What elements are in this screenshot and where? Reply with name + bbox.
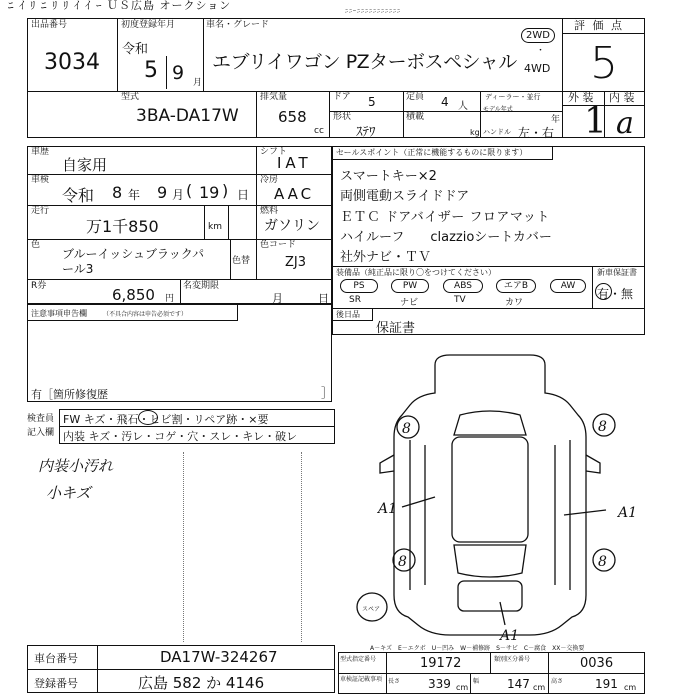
approval-label: 型式指定番号 (340, 656, 377, 663)
repair-bracket: ］ (321, 386, 334, 400)
body-type-value: ｽﾃﾜ (356, 125, 376, 140)
equip-aw: AW (550, 279, 586, 293)
equip-abs: ABS (443, 279, 483, 293)
load-unit: kg (470, 128, 480, 137)
length-value: 339 (428, 677, 451, 691)
first-reg-label: 初度登録年月 (121, 20, 176, 30)
notes-sublabel: （不具合内容は申告必須です） (103, 311, 188, 318)
shift-label: シフト (260, 147, 288, 157)
inspection-era: 令和 (62, 186, 95, 205)
length-unit: cm (456, 683, 469, 692)
warranty-label: 新車保証書 (597, 268, 637, 277)
handwritten-note-1: 内装小汚れ (38, 457, 114, 475)
displacement-unit: cc (314, 126, 324, 136)
drive-sep: ・ (536, 46, 546, 56)
score-interior: a (616, 106, 634, 141)
equip-pw: PW (391, 279, 429, 293)
handle-label: ハンドル (483, 128, 511, 136)
height-unit: cm (624, 683, 637, 692)
drive-4wd: 4WD (524, 62, 551, 75)
header-top-text: ﾆ ｲ ﾘ ﾆ ﾘ ﾘ ｲ ｲ ｰ ＵＳ広島 オークション (8, 0, 232, 12)
inspector-line-1: FW キズ・飛石・ヒビ割・リペア跡・×要 (63, 413, 269, 426)
doors-value: 5 (368, 95, 376, 109)
transfer-day-unit: 日 (318, 292, 329, 305)
model-year-unit: 年 (551, 115, 561, 125)
transfer-label: 名変期限 (183, 281, 220, 291)
handle-value: 左・右 (518, 126, 555, 140)
capacity-label: 定員 (406, 92, 425, 102)
ac-value: AAC (274, 185, 315, 203)
length-label: 長さ (388, 678, 401, 685)
shift-value: IAT (277, 154, 312, 172)
width-value: 147 (507, 677, 530, 691)
recycle-unit: 円 (165, 294, 175, 304)
registration-value: 広島 582 か 4146 (138, 674, 265, 692)
model-label: 型式 (121, 92, 140, 102)
sales-point-5: 社外ナビ・ＴＶ (340, 250, 432, 265)
inspection-day-unit: 日 (237, 188, 250, 202)
color-line1: ブルーイッシュブラックパ (62, 247, 205, 261)
fuel-value: ガソリン (264, 218, 320, 234)
mark-8-rear-right: 8 (598, 554, 607, 570)
body-type-label: 形状 (333, 112, 352, 122)
inspector-line-2: 内装 キズ・汚レ・コゲ・穴・スレ・キレ・破レ (63, 430, 298, 443)
displacement-value: 658 (278, 108, 307, 126)
equip-leather: カワ (505, 298, 524, 308)
first-reg-month: 9 (172, 62, 185, 84)
diagram-legend: A－キズ E－エクボ U－凹み W－補修跡 S－サビ C－腐食 XX－交換要 (370, 645, 585, 652)
sales-points-label: セールスポイント（正常に機能するものに限ります） (336, 148, 528, 157)
warranty-circle (595, 283, 612, 300)
sales-point-1: スマートキー×2 (340, 169, 437, 184)
score-exterior: 1 (584, 101, 607, 142)
fuel-label: 燃料 (260, 206, 279, 216)
warranty-value: 有・無 (597, 287, 634, 301)
sales-point-3: ＥＴＣ ドアバイザー フロアマット (340, 210, 550, 225)
transfer-month-unit: 月 (272, 292, 283, 305)
equip-sr: SR (349, 295, 361, 305)
color-line2: ール3 (62, 262, 94, 276)
sales-point-4: ハイルーフ clazzioシートカバー (340, 230, 552, 245)
chassis-label: 車台番号 (34, 652, 78, 665)
after-market-value: 保証書 (376, 321, 416, 336)
mark-8-front-left: 8 (402, 421, 411, 437)
handwritten-note-2: 小キズ (46, 484, 91, 502)
recycle-label: R券 (31, 281, 47, 291)
inspection-label: 車検 (31, 175, 50, 185)
color-label: 色 (31, 240, 41, 250)
lot-number: 3034 (44, 50, 100, 75)
height-value: 191 (595, 677, 618, 691)
class-value: 0036 (580, 656, 614, 671)
width-label: 幅 (473, 678, 480, 685)
equip-navi: ナビ (400, 298, 419, 308)
score-interior-label: 内 装 (609, 91, 635, 104)
mark-8-front-right: 8 (598, 419, 607, 435)
mark-a1-left: A1 (378, 501, 398, 517)
equip-ps: PS (340, 279, 378, 293)
mark-a1-right: A1 (618, 505, 638, 521)
capacity-unit: 人 (458, 101, 468, 112)
mileage-unit: km (208, 222, 222, 232)
header-sub-code: ﾆﾆｰﾆﾆﾆﾆﾆﾆﾆﾆﾆﾆﾆ (345, 8, 402, 15)
equipment-label: 装備品（純正品に限り〇をつけてください） (336, 268, 496, 277)
repair-label-prefix: 修復歴 (75, 388, 108, 401)
inspection-month: 9 (157, 183, 168, 202)
dims-label: 車検証記載事項 (340, 676, 383, 683)
chassis-value: DA17W-324267 (160, 648, 278, 666)
registration-label: 登録番号 (34, 677, 78, 690)
inspector-circle (138, 410, 158, 425)
equip-tv: TV (454, 295, 466, 305)
displacement-label: 排気量 (260, 92, 288, 102)
first-reg-year: 5 (144, 58, 158, 83)
approval-value: 19172 (420, 656, 462, 671)
score-value: 5 (590, 38, 618, 89)
height-label: 高さ (551, 678, 564, 685)
model-year-label: モデル年式 (483, 106, 513, 113)
score-label: 評 価 点 (574, 19, 624, 32)
capacity-value: 4 (441, 95, 449, 109)
notes-label: 注意事項申告欄 (31, 309, 87, 318)
grade-value: エブリイワゴン PZターボスペシャル (212, 51, 517, 73)
inspection-year-unit: 年 (128, 188, 141, 202)
after-market-label: 後日品 (336, 310, 360, 319)
mark-8-rear-left: 8 (398, 554, 407, 570)
first-reg-month-unit: 月 (193, 78, 203, 88)
load-label: 積載 (406, 112, 425, 122)
inspection-year: 8 (112, 183, 123, 202)
doors-label: ドア (333, 92, 351, 102)
lot-label: 出品番号 (31, 20, 68, 30)
ac-label: 冷房 (260, 175, 279, 185)
repair-history: 有［箇所 (31, 388, 75, 401)
model-value: 3BA-DA17W (136, 106, 239, 126)
equip-airbag: エアB (496, 279, 536, 293)
inspection-day: 19 (199, 183, 220, 202)
vehicle-use-label: 車歴 (31, 147, 50, 157)
inspector-label-1: 検査員 (27, 414, 55, 424)
color-code-label: 色コード (260, 240, 297, 250)
inspector-label-2: 記入欄 (27, 428, 55, 438)
first-reg-era: 令和 (122, 42, 149, 57)
repaint-label: 色替 (232, 256, 251, 266)
car-damage-diagram (340, 345, 650, 645)
sales-point-2: 両側電動スライドドア (340, 189, 470, 204)
vehicle-use-value: 自家用 (62, 156, 108, 174)
class-label: 類別区分番号 (494, 656, 531, 663)
drive-2wd: 2WD (521, 28, 555, 43)
width-unit: cm (533, 683, 546, 692)
mark-a1-rear: A1 (500, 628, 520, 644)
inspection-month-unit: 月 (172, 188, 185, 202)
dealer-label: ディーラー・並行 (485, 93, 541, 101)
recycle-value: 6,850 (112, 286, 155, 304)
spare-label: スペア (362, 606, 381, 613)
mileage-label: 走行 (31, 206, 50, 216)
color-code: ZJ3 (285, 255, 307, 270)
score-exterior-label: 外 装 (568, 91, 594, 104)
grade-label: 車名・グレード (206, 20, 270, 30)
mileage-value: 万1千850 (86, 217, 159, 236)
